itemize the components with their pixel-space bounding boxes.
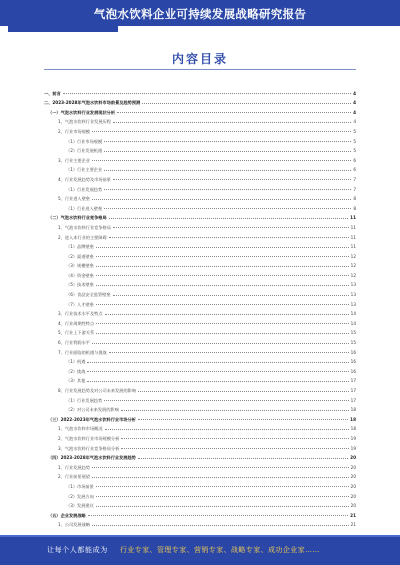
toc-entry[interactable]: [44, 470, 356, 480]
toc-entry-text: 二、2023-2028年气泡水饮料市场前景及趋势预测: [44, 100, 141, 106]
toc-entry[interactable]: [44, 355, 356, 365]
toc-leader-dots: [96, 304, 349, 305]
toc-entry-page: 4: [353, 100, 356, 106]
toc-entry-page: 20: [350, 455, 356, 461]
toc-entry[interactable]: [44, 249, 356, 259]
toc-entry-page: 20: [350, 483, 356, 489]
toc-leader-dots: [96, 285, 349, 286]
toc-leader-dots: [92, 525, 349, 526]
toc-leader-dots: [104, 170, 351, 171]
toc-leader-dots: [87, 362, 348, 363]
toc-entry-text: 3、行业技术水平及特点: [58, 311, 103, 317]
report-title: 气泡水饮料企业可持续发展战略研究报告: [93, 7, 307, 21]
toc-entry-page: 19: [350, 445, 356, 451]
toc-entry-page: 17: [350, 388, 356, 393]
toc-entry-page: 11: [350, 234, 356, 240]
toc-entry-page: 11: [350, 244, 356, 250]
toc-entry-text: （2）行业发展机遇: [66, 148, 103, 154]
toc-entry[interactable]: [44, 374, 356, 384]
toc-entry-text: 4、行业发展趋势及市场前景: [58, 176, 111, 182]
toc-entry-page: 18: [350, 407, 356, 413]
toc-leader-dots: [63, 93, 351, 94]
toc-entry-text: 2、气泡水饮料行业市场规模分析: [58, 435, 120, 441]
header-accent: [8, 26, 118, 32]
toc-entry[interactable]: [44, 316, 356, 326]
toc-entry-text: （5）技术壁垒: [66, 282, 94, 288]
toc-entry-text: （1）行业进入壁垒: [66, 205, 103, 211]
toc-entry[interactable]: [44, 518, 356, 528]
toc-entry-text: 1、行业发展趋势: [58, 464, 90, 470]
header-bar: [0, 0, 400, 26]
toc-entry-page: 4: [353, 90, 356, 96]
toc-entry-text: 2、行业市场规模: [58, 128, 90, 134]
toc-leader-dots: [142, 103, 351, 104]
toc-entry-text: （1）品牌壁垒: [66, 244, 94, 250]
toc-entry-text: 7、行业面临的机遇与挑战: [58, 349, 107, 355]
toc-entry-text: 5、行业进入壁垒: [58, 196, 90, 202]
toc-leader-dots: [92, 343, 349, 344]
toc-entry-page: 4: [353, 119, 356, 125]
toc-entry[interactable]: [44, 287, 356, 297]
toc-entry-page: 11: [350, 215, 356, 221]
toc-entry-page: 6: [353, 157, 356, 163]
toc-entry-text: （一）气泡水饮料行业发展现状分析: [48, 109, 116, 115]
toc-entry[interactable]: [44, 422, 356, 432]
toc-leader-dots: [109, 352, 349, 353]
toc-leader-dots: [96, 323, 348, 324]
toc-entry-page: 15: [350, 330, 356, 336]
toc-leader-dots: [92, 477, 349, 478]
toc-leader-dots: [92, 160, 351, 161]
toc-entry-page: 12: [350, 253, 356, 259]
toc-entry-page: 17: [350, 378, 356, 384]
toc-entry[interactable]: [44, 431, 356, 441]
toc-entry-text: 3、行业主要企业: [58, 157, 90, 163]
toc-leader-dots: [96, 333, 348, 334]
toc-leader-dots: [96, 256, 349, 257]
toc-entry-page: 12: [350, 272, 356, 278]
toc-entry[interactable]: [44, 220, 356, 230]
toc-entry-text: （3）规模壁垒: [66, 263, 94, 269]
toc-leader-dots: [109, 218, 349, 219]
toc-entry-text: （1）行业主要企业: [66, 167, 103, 173]
toc-leader-dots: [87, 371, 348, 372]
toc-entry-page: 14: [350, 311, 356, 317]
toc-entry-page: 8: [353, 196, 356, 202]
toc-entry[interactable]: [44, 508, 356, 518]
toc-entry[interactable]: [44, 211, 356, 221]
toc-heading: 内容目录: [171, 52, 228, 66]
toc-entry-text: 一、前言: [44, 90, 61, 96]
toc-entry[interactable]: [44, 460, 356, 470]
toc-entry[interactable]: [44, 182, 356, 192]
toc-entry-page: 16: [350, 359, 356, 365]
toc-entry-text: （1）行业市场规模: [66, 138, 103, 144]
toc-entry[interactable]: [44, 96, 356, 106]
toc-entry-text: （五）企业发展战略: [48, 512, 86, 518]
toc-leader-dots: [104, 141, 351, 142]
toc-entry[interactable]: [44, 124, 356, 134]
toc-leader-dots: [96, 486, 349, 487]
toc-entry[interactable]: [44, 307, 356, 317]
toc-entry-page: 5: [353, 148, 356, 154]
toc-entry-text: （1）机遇: [66, 359, 86, 365]
toc-entry[interactable]: [44, 240, 356, 250]
toc-entry[interactable]: [44, 403, 356, 413]
toc-entry-page: 14: [350, 320, 356, 326]
toc-entry-page: 19: [350, 435, 356, 441]
toc-entry[interactable]: [44, 479, 356, 489]
toc-entry-text: （2）渠道壁垒: [66, 253, 94, 259]
toc-entry-text: 6、行业利润水平: [58, 340, 90, 346]
toc-entry[interactable]: [44, 134, 356, 144]
toc-leader-dots: [113, 295, 349, 296]
toc-entry-page: 20: [350, 474, 356, 480]
toc-entry-page: 7: [353, 186, 356, 192]
toc-entry-page: 8: [353, 205, 356, 211]
toc-entry-text: （6）食品安全监管壁垒: [66, 292, 111, 298]
toc-entry-text: （1）行业发展趋势: [66, 397, 103, 403]
toc-entry-page: 20: [350, 464, 356, 470]
toc-entry-text: （2）挑战: [66, 368, 86, 374]
toc-entry-page: 16: [350, 368, 356, 374]
toc-leader-dots: [121, 410, 349, 411]
footer-tagline: 行业专家、管理专家、营销专家、战略专家、成功企业家……: [120, 546, 320, 554]
toc-entry-page: 6: [353, 167, 356, 173]
toc-entry[interactable]: [44, 268, 356, 278]
toc-entry[interactable]: [44, 192, 356, 202]
toc-entry-text: （2）对公司未来发展的影响: [66, 407, 119, 413]
toc-leader-dots: [96, 496, 349, 497]
toc-entry-page: 13: [350, 301, 356, 307]
toc-entry-page: 12: [350, 263, 356, 269]
toc-leader-dots: [121, 438, 348, 439]
toc-entry[interactable]: [44, 201, 356, 211]
toc-entry[interactable]: [44, 499, 356, 509]
toc-entry[interactable]: [44, 163, 356, 173]
footer-stripe: [0, 535, 400, 537]
toc-entry[interactable]: [44, 326, 356, 336]
toc-entry-text: （1）行业发展趋势: [66, 186, 103, 192]
toc-entry[interactable]: [44, 105, 356, 115]
toc-entry-page: 15: [350, 340, 356, 346]
toc-leader-dots: [104, 189, 351, 190]
table-of-contents: [44, 86, 356, 527]
toc-entry-page: 20: [350, 503, 356, 509]
toc-entry[interactable]: [44, 364, 356, 374]
toc-leader-dots: [104, 400, 348, 401]
toc-leader-dots: [138, 391, 349, 392]
toc-leader-dots: [117, 112, 351, 113]
toc-entry[interactable]: [44, 115, 356, 125]
toc-entry-text: （四）2023-2028年气泡水饮料行业发展趋势: [48, 455, 136, 461]
toc-leader-dots: [88, 515, 348, 516]
toc-entry-page: 17: [350, 397, 356, 403]
toc-entry-page: 13: [350, 282, 356, 288]
toc-entry-text: 1、公司发展战略: [58, 522, 90, 528]
toc-entry[interactable]: [44, 259, 356, 269]
toc-entry-page: 20: [350, 493, 356, 499]
toc-entry-text: 5、行业上下游关系: [58, 330, 95, 336]
toc-entry[interactable]: [44, 144, 356, 154]
footer-bar: [0, 535, 400, 565]
toc-entry-text: 8、行业发展趋势及对公司未来发展的影响: [58, 388, 137, 393]
toc-entry[interactable]: [44, 441, 356, 451]
toc-entry-text: 3、气泡水饮料行业竞争格局分析: [58, 445, 120, 451]
toc-leader-dots: [92, 199, 351, 200]
toc-entry[interactable]: [44, 489, 356, 499]
toc-entry-page: 18: [350, 416, 356, 422]
toc-entry[interactable]: [44, 451, 356, 461]
toc-leader-dots: [105, 314, 349, 315]
toc-entry-text: 1、气泡水饮料市场概况: [58, 426, 103, 432]
toc-entry-page: 11: [350, 224, 356, 230]
toc-entry-text: 2、进入本行业的主要障碍: [58, 234, 107, 240]
toc-entry-page: 18: [350, 426, 356, 432]
toc-leader-dots: [113, 179, 351, 180]
toc-entry-text: （4）资金壁垒: [66, 272, 94, 278]
toc-entry-page: 13: [350, 292, 356, 298]
toc-entry-text: 1、气泡水饮料行业竞争格局: [58, 224, 111, 230]
toc-leader-dots: [96, 266, 349, 267]
toc-entry-text: （3）发展建议: [66, 503, 94, 509]
toc-entry[interactable]: [44, 172, 356, 182]
toc-entry[interactable]: [44, 153, 356, 163]
toc-leader-dots: [113, 227, 349, 228]
toc-entry-page: 21: [350, 512, 356, 518]
toc-leader-dots: [138, 458, 348, 459]
toc-entry-page: 21: [350, 522, 356, 528]
toc-leader-dots: [121, 448, 348, 449]
toc-entry-text: （三）2022-2023年气泡水饮料行业市场分析: [48, 416, 136, 422]
toc-leader-dots: [138, 419, 348, 420]
toc-entry[interactable]: [44, 383, 356, 393]
toc-leader-dots: [104, 151, 351, 152]
toc-entry[interactable]: [44, 278, 356, 288]
toc-entry-page: 5: [353, 128, 356, 134]
toc-leader-dots: [92, 467, 349, 468]
toc-entry-text: （二）气泡水饮料行业竞争格局: [48, 215, 107, 221]
toc-leader-dots: [105, 429, 349, 430]
toc-entry-page: 4: [353, 109, 356, 115]
toc-entry[interactable]: [44, 345, 356, 355]
toc-leader-dots: [96, 506, 349, 507]
toc-entry-text: （1）市场前景: [66, 483, 94, 489]
toc-entry[interactable]: [44, 412, 356, 422]
toc-divider: [44, 69, 356, 70]
toc-entry-text: 4、行业周期性特点: [58, 320, 95, 326]
toc-leader-dots: [109, 237, 349, 238]
toc-entry-text: 1、气泡水饮料行业发展历程: [58, 119, 111, 125]
toc-leader-dots: [87, 381, 348, 382]
toc-entry-page: 7: [353, 176, 356, 182]
toc-entry[interactable]: [44, 335, 356, 345]
toc-entry[interactable]: [44, 297, 356, 307]
toc-entry-text: （7）人才壁垒: [66, 301, 94, 307]
toc-entry-text: （3）其他: [66, 378, 86, 384]
toc-entry-text: 2、行业前景展望: [58, 474, 90, 480]
toc-leader-dots: [96, 275, 349, 276]
toc-leader-dots: [92, 131, 351, 132]
toc-leader-dots: [113, 122, 351, 123]
toc-leader-dots: [104, 208, 351, 209]
toc-entry[interactable]: [44, 393, 356, 403]
toc-entry-page: 16: [350, 349, 356, 355]
toc-leader-dots: [96, 247, 349, 248]
toc-entry-text: （2）发展方向: [66, 493, 94, 499]
toc-entry[interactable]: [44, 86, 356, 96]
toc-entry[interactable]: [44, 230, 356, 240]
footer-slogan: 让每个人都能成为: [47, 546, 108, 554]
toc-entry-page: 5: [353, 138, 356, 144]
